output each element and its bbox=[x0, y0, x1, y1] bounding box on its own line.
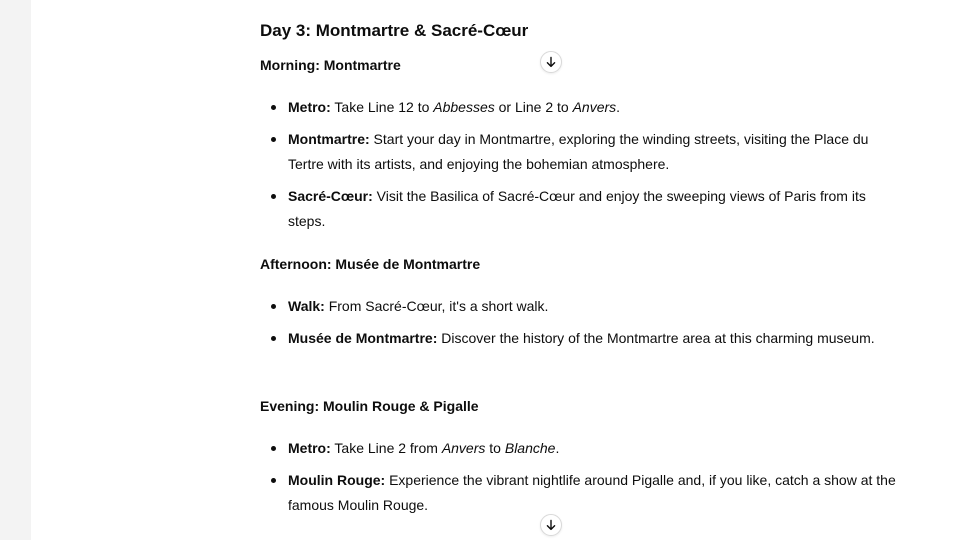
list-item bbox=[260, 326, 900, 351]
item-text: Take Line 12 to bbox=[330, 99, 434, 115]
evening-list bbox=[260, 436, 900, 525]
item-text: From Sacré-Cœur, it's a short walk. bbox=[324, 298, 549, 314]
item-text: Experience the vibrant nightlife around Pigalle and, if you like, catch a show at the famous Moulin Rouge. bbox=[288, 472, 896, 513]
item-text: . bbox=[616, 99, 621, 115]
scroll-to-bottom-button[interactable] bbox=[540, 514, 562, 536]
list-item bbox=[260, 95, 900, 120]
item-text: . bbox=[555, 440, 560, 456]
station-name: Blanche bbox=[504, 440, 556, 456]
list-item bbox=[260, 127, 900, 177]
list-item bbox=[260, 468, 900, 518]
item-text: Start your day in Montmartre, exploring the winding streets, visiting the Place du Tertre with its artists, and enjoying the bohemian atmosphere. bbox=[288, 131, 869, 172]
item-text: or Line 2 to bbox=[494, 99, 573, 115]
item-label: Musée de Montmartre: bbox=[288, 330, 438, 346]
afternoon-list bbox=[260, 294, 900, 358]
item-text: Take Line 2 from bbox=[330, 440, 442, 456]
item-label: Metro: bbox=[288, 440, 331, 456]
list-item bbox=[260, 436, 900, 461]
item-label: Montmartre: bbox=[288, 131, 370, 147]
item-text: to bbox=[485, 440, 505, 456]
section-title-morning: Morning: Montmartre bbox=[260, 57, 401, 73]
morning-list bbox=[260, 95, 900, 241]
section-title-afternoon: Afternoon: Musée de Montmartre bbox=[260, 256, 481, 272]
item-text: Discover the history of the Montmartre area at this charming museum. bbox=[437, 330, 875, 346]
item-label: Sacré-Cœur: bbox=[288, 188, 373, 204]
list-item bbox=[260, 184, 900, 234]
arrow-down-icon bbox=[545, 519, 557, 531]
item-label: Moulin Rouge: bbox=[288, 472, 386, 488]
scroll-down-button[interactable] bbox=[540, 51, 562, 73]
sidebar-rail bbox=[0, 0, 31, 540]
item-label: Metro: bbox=[288, 99, 331, 115]
item-label: Walk: bbox=[288, 298, 325, 314]
station-name: Anvers bbox=[572, 99, 617, 115]
section-title-evening: Evening: Moulin Rouge & Pigalle bbox=[260, 398, 479, 414]
item-text: Visit the Basilica of Sacré-Cœur and enjoy the sweeping views of Paris from its steps. bbox=[288, 188, 866, 229]
list-item bbox=[260, 294, 900, 319]
arrow-down-icon bbox=[545, 56, 557, 68]
day-title: Day 3: Montmartre & Sacré-Cœur bbox=[260, 21, 529, 40]
station-name: Abbesses bbox=[433, 99, 495, 115]
station-name: Anvers bbox=[441, 440, 486, 456]
